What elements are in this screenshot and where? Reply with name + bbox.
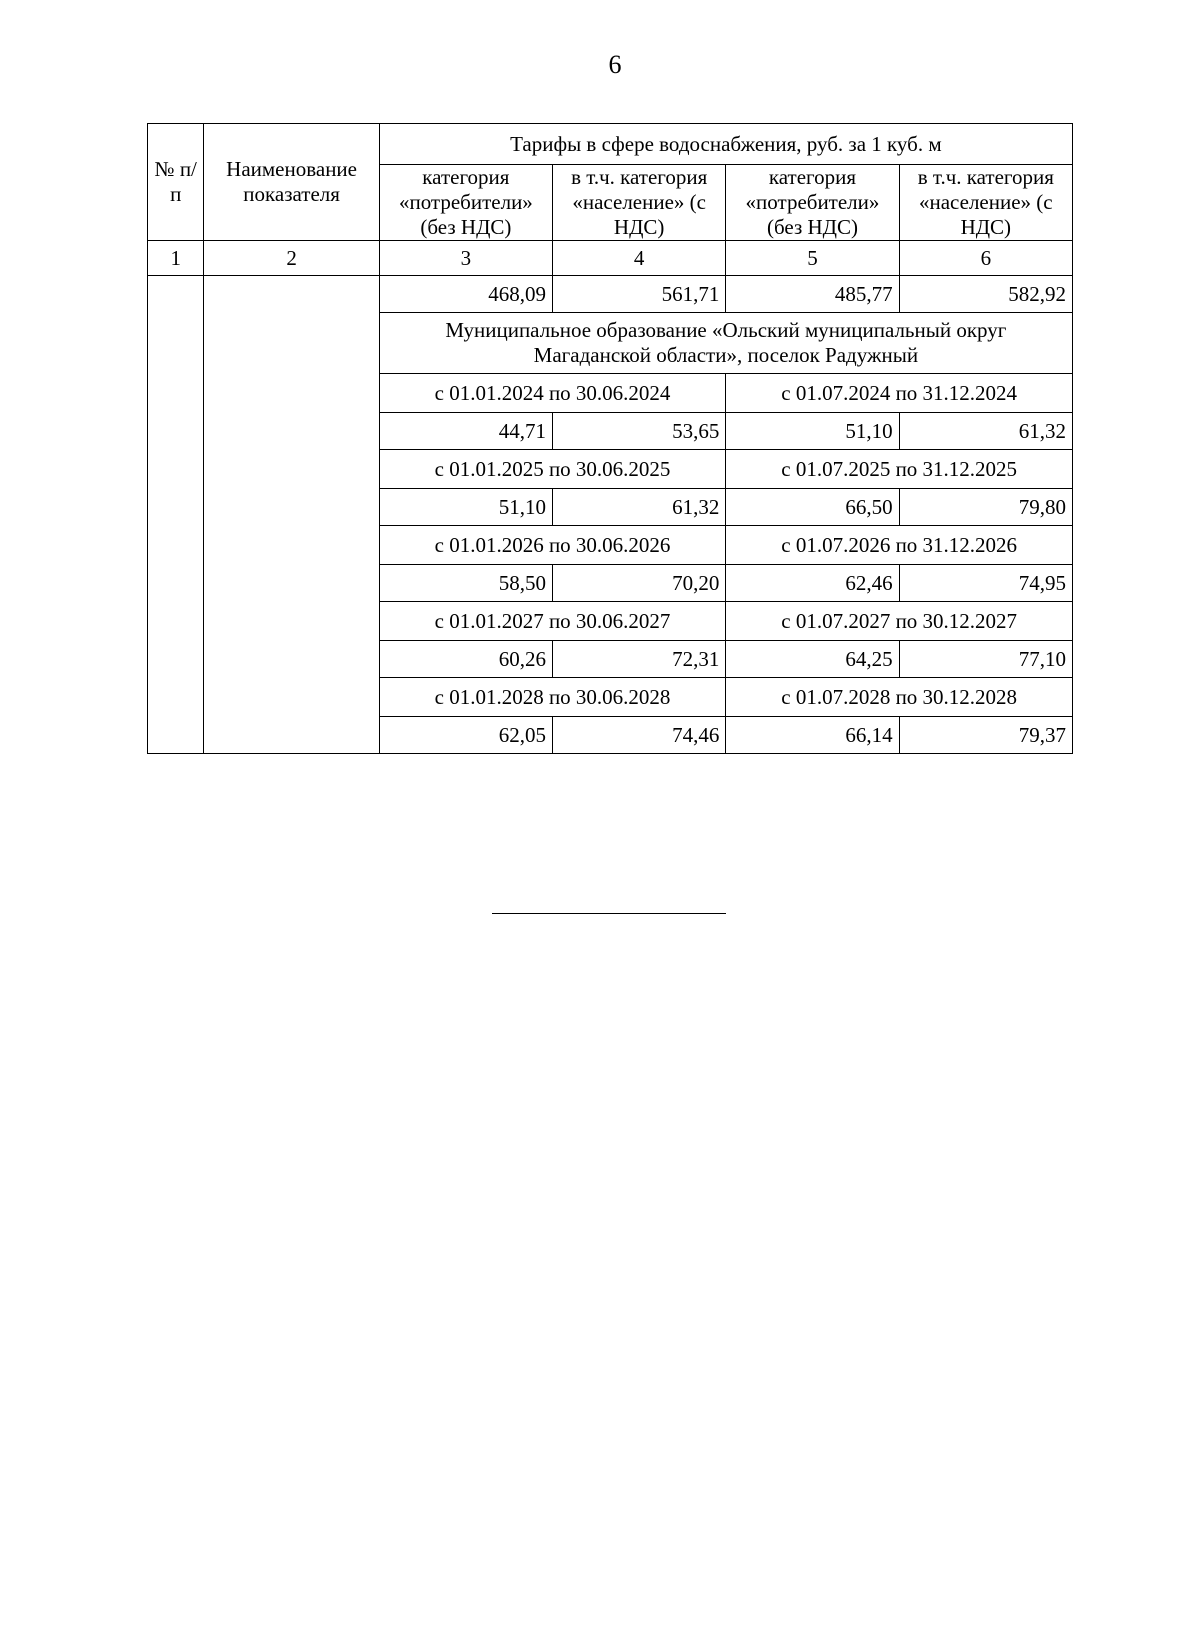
tariff-value: 485,77 <box>726 276 899 313</box>
tariff-value: 60,26 <box>379 641 552 678</box>
column-number: 2 <box>204 241 379 276</box>
tariff-value: 61,32 <box>553 489 726 526</box>
column-number: 1 <box>148 241 204 276</box>
period-second-half: с 01.07.2027 по 30.12.2027 <box>726 602 1073 641</box>
period-second-half: с 01.07.2028 по 30.12.2028 <box>726 678 1073 717</box>
tariff-value: 66,50 <box>726 489 899 526</box>
column-number: 4 <box>553 241 726 276</box>
period-first-half: с 01.01.2024 по 30.06.2024 <box>379 374 726 413</box>
header-indicator-name: Наименование показателя <box>204 124 379 241</box>
page-number: 6 <box>608 50 622 79</box>
tariff-value: 66,14 <box>726 717 899 754</box>
tariff-value: 51,10 <box>379 489 552 526</box>
tariff-value: 53,65 <box>553 413 726 450</box>
header-population-with-vat: в т.ч. категория «население» (с НДС) <box>553 165 726 241</box>
column-number: 3 <box>379 241 552 276</box>
column-numbers-row <box>148 241 1073 276</box>
header-tariff-group: Тарифы в сфере водоснабжения, руб. за 1 куб. м <box>379 124 1072 165</box>
tariff-table <box>147 123 1073 754</box>
blank-number-cell <box>148 276 204 754</box>
period-second-half: с 01.07.2025 по 31.12.2025 <box>726 450 1073 489</box>
period-first-half: с 01.01.2027 по 30.06.2027 <box>379 602 726 641</box>
header-population-with-vat: в т.ч. категория «население» (с НДС) <box>899 165 1072 241</box>
column-number: 5 <box>726 241 899 276</box>
blank-name-cell <box>204 276 379 754</box>
header-number-col: № п/п <box>148 124 204 241</box>
tariff-value: 79,37 <box>899 717 1072 754</box>
tariff-value: 74,95 <box>899 565 1072 602</box>
tariff-value: 61,32 <box>899 413 1072 450</box>
period-first-half: с 01.01.2028 по 30.06.2028 <box>379 678 726 717</box>
header-consumers-no-vat: категория «потребители» (без НДС) <box>379 165 552 241</box>
end-separator-line <box>492 913 726 914</box>
tariff-value: 561,71 <box>553 276 726 313</box>
tariff-value: 468,09 <box>379 276 552 313</box>
period-first-half: с 01.01.2026 по 30.06.2026 <box>379 526 726 565</box>
tariff-value: 64,25 <box>726 641 899 678</box>
tariff-value: 70,20 <box>553 565 726 602</box>
tariff-value: 77,10 <box>899 641 1072 678</box>
column-number: 6 <box>899 241 1072 276</box>
tariff-value: 79,80 <box>899 489 1072 526</box>
tariff-value: 58,50 <box>379 565 552 602</box>
tariff-value: 62,46 <box>726 565 899 602</box>
table-row <box>148 276 1073 313</box>
period-first-half: с 01.01.2025 по 30.06.2025 <box>379 450 726 489</box>
header-consumers-no-vat: категория «потребители» (без НДС) <box>726 165 899 241</box>
municipality-title: Муниципальное образование «Ольский муниципальный округ Магаданской области», поселок Радужный <box>379 313 1072 374</box>
period-second-half: с 01.07.2026 по 31.12.2026 <box>726 526 1073 565</box>
tariff-value: 74,46 <box>553 717 726 754</box>
tariff-value: 51,10 <box>726 413 899 450</box>
tariff-value: 62,05 <box>379 717 552 754</box>
tariff-value: 582,92 <box>899 276 1072 313</box>
header-row-1 <box>148 124 1073 165</box>
tariff-value: 44,71 <box>379 413 552 450</box>
period-second-half: с 01.07.2024 по 31.12.2024 <box>726 374 1073 413</box>
tariff-value: 72,31 <box>553 641 726 678</box>
